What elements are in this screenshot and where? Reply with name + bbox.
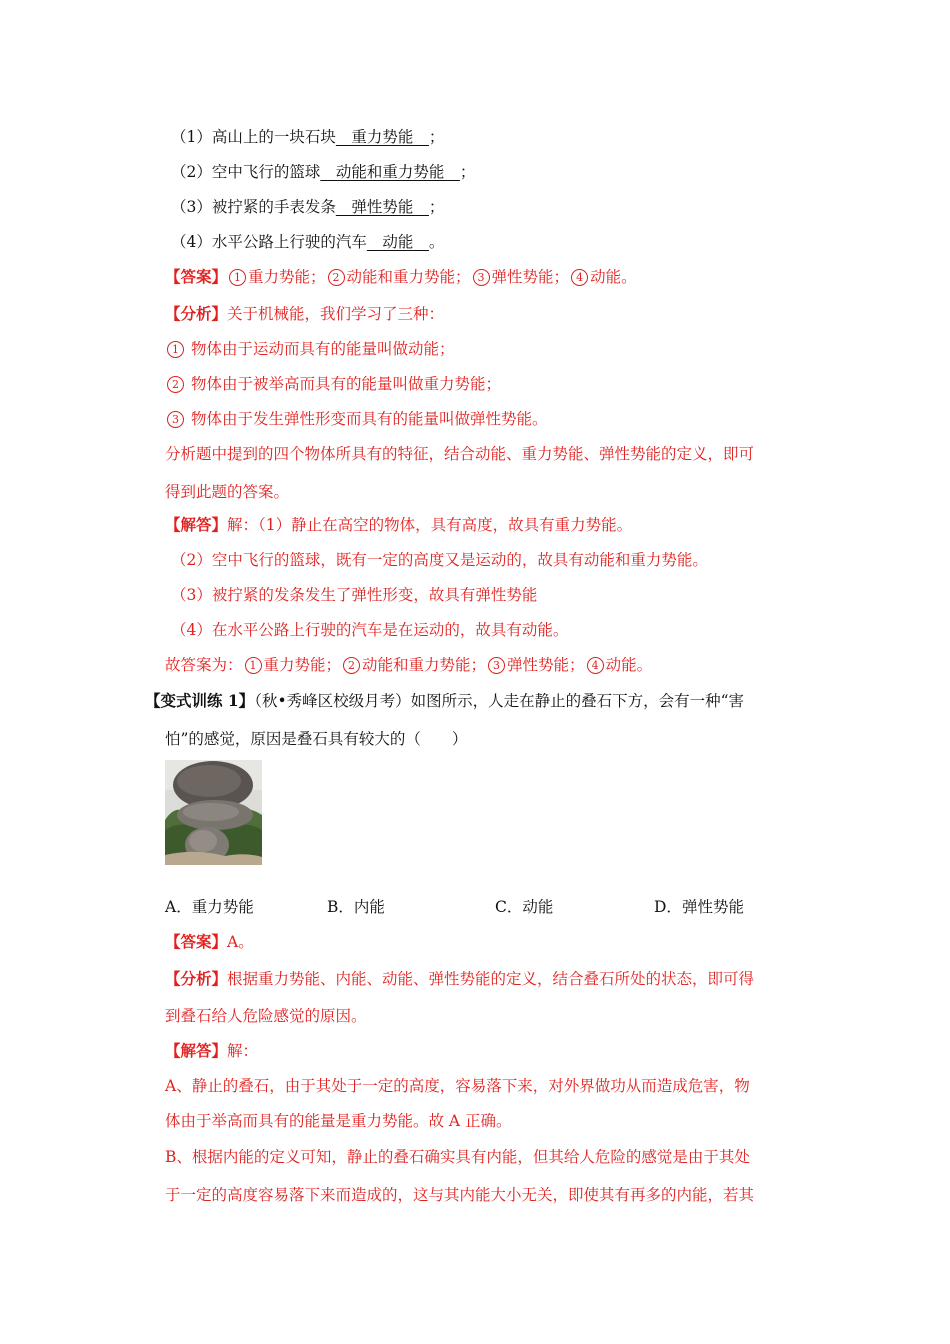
question-item-2	[171, 162, 475, 182]
option-a	[165, 897, 254, 917]
solution-tag: 【解答】	[165, 515, 228, 534]
analysis-point-text: 物体由于运动而具有的能量叫做动能；	[190, 340, 455, 358]
solution-lead: 解：	[227, 516, 259, 534]
option-label: A．	[165, 898, 192, 916]
solution-final-answer	[165, 655, 652, 675]
item-end: ；	[459, 163, 476, 181]
analysis-tag: 【分析】	[165, 304, 228, 323]
variant-question-line-2: 怕”的感觉，原因是叠石具有较大的（ ）	[165, 730, 468, 748]
option-text: 重力势能	[191, 898, 254, 916]
option-b	[327, 897, 385, 917]
analysis-point-text: 物体由于被举高而具有的能量叫做重力势能；	[190, 375, 501, 393]
option-c	[495, 897, 553, 917]
analysis-paragraph-line-2: 得到此题的答案。	[165, 483, 290, 501]
circled-number: 2	[343, 657, 360, 674]
answer-part: 动能。	[590, 268, 637, 286]
stacked-rocks-photo	[165, 760, 262, 865]
item-answer-blank: __动能和重力势能__	[320, 163, 460, 181]
option-text: 内能	[353, 898, 385, 916]
analysis-intro-text: 关于机械能，我们学习了三种：	[227, 305, 445, 323]
variant-question-line-1	[145, 691, 744, 711]
circled-number: 1	[245, 657, 262, 674]
circled-number: 4	[587, 657, 604, 674]
circled-number: 3	[488, 657, 505, 674]
solution2-line-4: 于一定的高度容易落下来而造成的，这与其内能大小无关，即使其有再多的内能，若其	[165, 1186, 755, 1204]
analysis-point-1	[165, 339, 454, 359]
answer-line-1	[165, 267, 637, 287]
answer-tag: 【答案】	[165, 267, 228, 286]
item-text: 高山上的一块石块	[211, 128, 336, 146]
solution2-line-1: A、静止的叠石，由于其处于一定的高度，容易落下来，对外界做功从而造成危害，物	[165, 1077, 750, 1095]
answer-part: 重力势能；	[248, 268, 326, 286]
item-number: （3）	[171, 198, 212, 216]
item-end: ；	[428, 128, 445, 146]
item-end: 。	[428, 233, 445, 251]
question-item-3	[171, 197, 444, 217]
final-part: 弹性势能；	[507, 656, 585, 674]
answer-text: A。	[227, 933, 254, 951]
question-item-1	[171, 127, 444, 147]
answer-part: 动能和重力势能；	[346, 268, 471, 286]
item-end: ；	[428, 198, 445, 216]
analysis-intro	[165, 304, 444, 324]
solution-text: （1）静止在高空的物体，具有高度，故具有重力势能。	[258, 516, 633, 534]
analysis-point-3	[165, 409, 547, 429]
item-number: （2）	[171, 163, 212, 181]
solution2-line-3: B、根据内能的定义可知，静止的叠石确实具有内能，但其给人危险的感觉是由于其处	[165, 1148, 750, 1166]
analysis-text: 根据重力势能、内能、动能、弹性势能的定义，结合叠石所处的状态，即可得	[227, 970, 755, 988]
option-label: D．	[654, 898, 682, 916]
solution2-line-2: 体由于举高而具有的能量是重力势能。故 A 正确。	[165, 1112, 512, 1130]
item-text: 空中飞行的篮球	[211, 163, 321, 181]
answer-part: 弹性势能；	[491, 268, 570, 286]
item-text: 水平公路上行驶的汽车	[211, 233, 367, 251]
solution-line-3: （3）被拧紧的发条发生了弹性形变，故具有弹性势能	[171, 586, 538, 604]
option-text: 动能	[522, 898, 554, 916]
option-label: B．	[327, 898, 354, 916]
option-label: C．	[495, 898, 523, 916]
solution-line-1	[165, 515, 632, 535]
circled-number: 1	[229, 269, 246, 286]
item-answer-blank: __动能__	[366, 233, 429, 251]
analysis-tag: 【分析】	[165, 969, 228, 988]
circled-number: 2	[167, 376, 184, 393]
solution-lead: 解：	[227, 1042, 259, 1060]
item-text: 被拧紧的手表发条	[211, 198, 336, 216]
item-number: （4）	[171, 233, 212, 251]
analysis-paragraph-line-1: 分析题中提到的四个物体所具有的特征，结合动能、重力势能、弹性势能的定义，即可	[165, 445, 755, 463]
final-lead: 故答案为：	[165, 656, 243, 674]
variant-tag: 【变式训练 1】	[145, 691, 255, 710]
solution-line-4: （4）在水平公路上行驶的汽车是在运动的，故具有动能。	[171, 621, 569, 639]
solution-tag: 【解答】	[165, 1041, 228, 1060]
option-d	[654, 897, 744, 917]
circled-number: 3	[473, 269, 490, 286]
solution2-header	[165, 1041, 258, 1061]
circled-number: 2	[328, 269, 345, 286]
analysis-point-2	[165, 374, 501, 394]
solution-line-2: （2）空中飞行的篮球，既有一定的高度又是运动的，故具有动能和重力势能。	[171, 551, 708, 569]
final-part: 动能和重力势能；	[362, 656, 487, 674]
item-number: （1）	[171, 128, 212, 146]
final-part: 动能。	[605, 656, 653, 674]
circled-number: 4	[571, 269, 588, 286]
answer-line-2	[165, 932, 254, 952]
item-answer-blank: __重力势能__	[335, 128, 429, 146]
circled-number: 1	[167, 341, 184, 358]
item-answer-blank: __弹性势能__	[335, 198, 429, 216]
analysis2-line-2: 到叠石给人危险感觉的原因。	[165, 1007, 367, 1025]
option-text: 弹性势能	[681, 898, 744, 916]
variant-text: （秋•秀峰区校级月考）如图所示，人走在静止的叠石下方，会有一种“害	[254, 692, 745, 710]
final-part: 重力势能；	[263, 656, 342, 674]
analysis-point-text: 物体由于发生弹性形变而具有的能量叫做弹性势能。	[190, 410, 548, 428]
analysis2-line-1	[165, 969, 754, 989]
question-item-4	[171, 232, 444, 252]
answer-tag: 【答案】	[165, 932, 228, 951]
circled-number: 3	[167, 411, 184, 428]
